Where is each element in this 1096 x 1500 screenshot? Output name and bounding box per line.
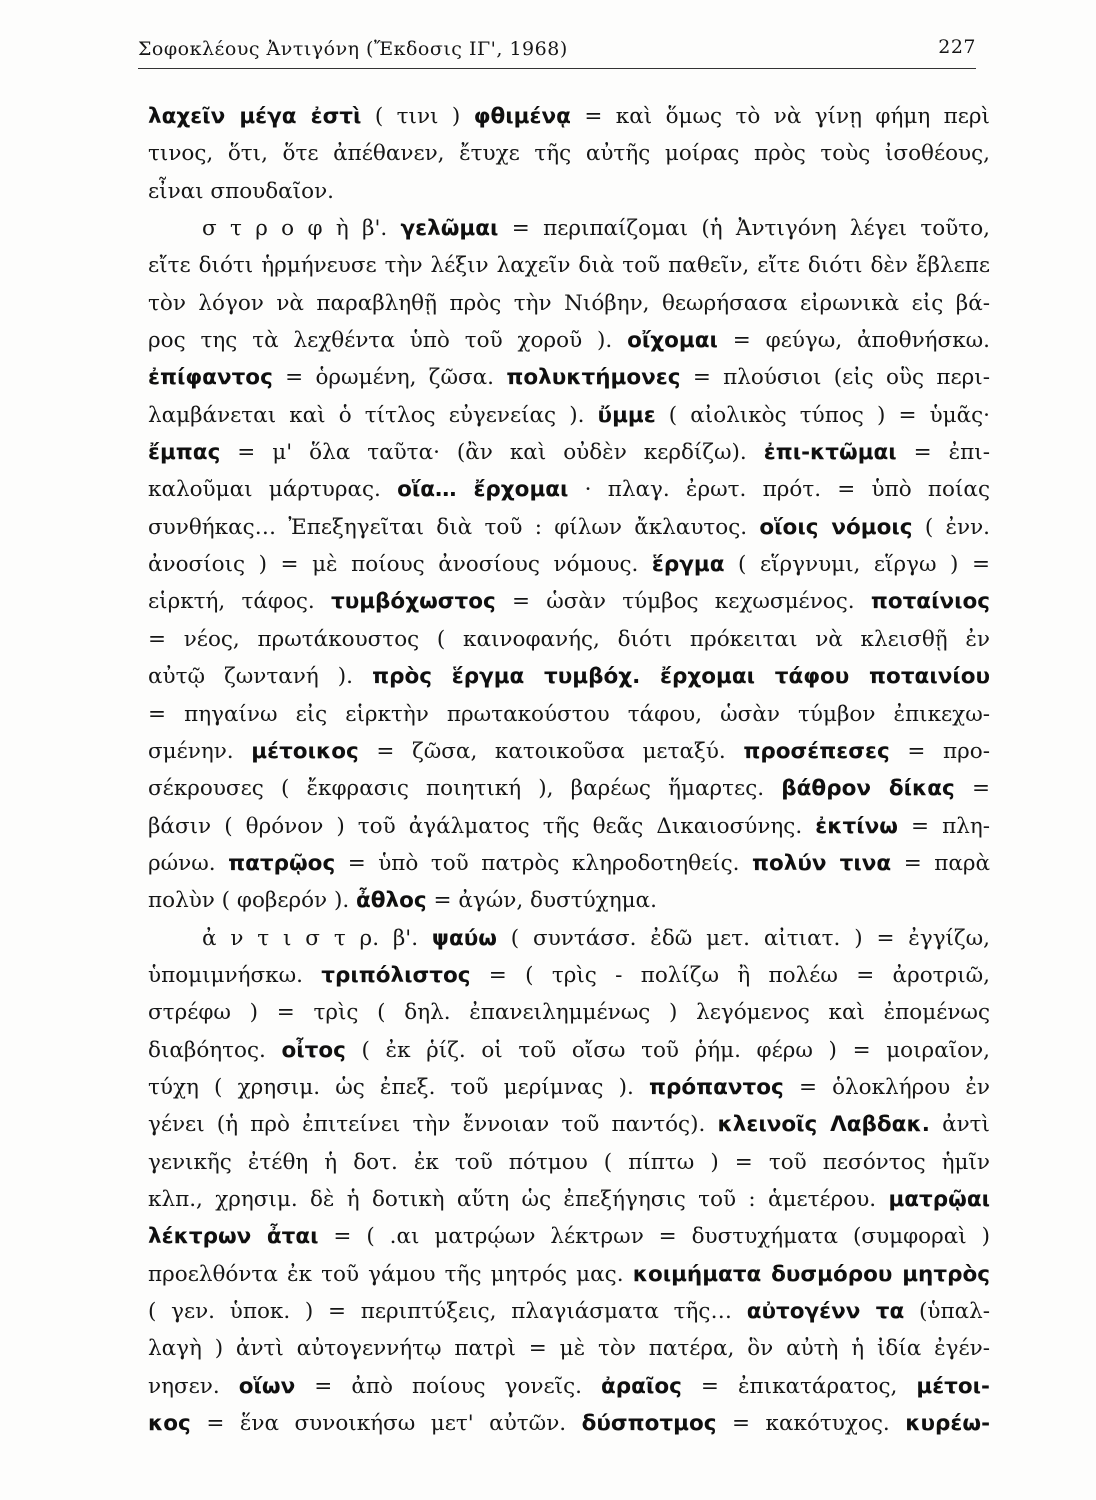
gloss-text: βάσιν ( θρόνον ) τοῦ ἀγάλματος τῆς θεᾶς Δικαιοσύνης. — [148, 813, 816, 839]
page-number: 227 — [938, 36, 976, 58]
text-line — [148, 397, 990, 434]
gloss-text: τύχη ( χρησιμ. ὡς ἐπεξ. τοῦ μερίμνας ). — [148, 1074, 649, 1100]
gloss-text: γενικῆς ἐτέθη ἡ δοτ. ἐκ τοῦ πότμου ( πίπτω ) = τοῦ πεσόντος ἡμῖν — [148, 1149, 990, 1175]
gloss-text: λαγὴ ) ἀντὶ αὐτογεννήτῳ πατρὶ = μὲ τὸν πατέρα, ὃν αὐτὴ ἡ ἰδία ἐγέν- — [148, 1336, 990, 1362]
headword: ἕργμα — [651, 552, 725, 578]
gloss-text: = καὶ ὅμως τὸ νὰ γίνῃ φήμη περὶ — [570, 104, 990, 129]
headword: κλεινοῖς Λαβδακ. — [717, 1112, 930, 1138]
gloss-text: ρος της τὰ λεχθέντα ὑπὸ τοῦ χοροῦ ). — [148, 328, 628, 354]
gloss-text: = πηγαίνω εἰς εἱρκτὴν πρωτακούστου τάφου, ὡσὰν τύμβον ἐπικεχω- — [148, 701, 990, 727]
text-line — [148, 1405, 990, 1442]
text-line — [148, 621, 990, 658]
text-line — [148, 1330, 990, 1367]
text-line — [148, 1293, 990, 1330]
gloss-text: εἴτε διότι ἡρμήνευσε τὴν λέξιν λαχεῖν διὰ τοῦ παθεῖν, εἴτε διότι δὲν ἔβλεπε — [148, 253, 990, 279]
text-line — [148, 359, 990, 396]
text-line — [148, 285, 990, 322]
gloss-text: ρώνω. — [148, 850, 229, 876]
text-line — [148, 210, 990, 247]
headword: μέτοικος — [251, 738, 359, 764]
headword: ὔμμε — [597, 402, 656, 428]
headword: ματρῷαι — [888, 1186, 990, 1212]
gloss-text: (ὑπαλ- — [904, 1299, 990, 1324]
headword: πολύν τινα — [751, 850, 892, 876]
running-header — [138, 34, 976, 69]
gloss-text: = ἕνα συνοικήσω μετ' αὐτῶν. — [190, 1411, 582, 1437]
text-line — [148, 173, 990, 210]
headword: κυρέω- — [905, 1411, 990, 1437]
headword: αὐτογένν τα — [746, 1299, 905, 1324]
headword: οἵα… ἔρχομαι — [397, 477, 569, 503]
headword: οἵοις νόμοις — [759, 514, 913, 540]
gloss-text: σ τ ρ ο φ ὴ β'. — [202, 216, 401, 242]
text-line — [148, 471, 990, 508]
text-line — [148, 583, 990, 620]
gloss-text: ( αἰολικὸς τύπος ) = ὑμᾶς· — [655, 402, 990, 428]
text-line — [148, 434, 990, 471]
gloss-text: = ὁρωμένη, ζῶσα. — [272, 365, 507, 391]
text-line — [148, 696, 990, 733]
gloss-text: σμένην. — [148, 738, 252, 764]
gloss-text: = ( .αι ματρῴων λέκτρων = δυστυχήματα (συμφοραὶ ) — [318, 1224, 990, 1250]
gloss-text: = νέος, πρωτάκουστος ( καινοφανής, διότι πρόκειται νὰ κλεισθῇ ἐν — [148, 626, 990, 652]
gloss-text: = ἐπικατάρατος, — [681, 1373, 917, 1399]
gloss-text: ἀνοσίοις ) = μὲ ποίους ἀνοσίους νόμους. — [148, 552, 652, 578]
text-line — [148, 882, 990, 919]
text-line — [148, 957, 990, 994]
gloss-text: ( γεν. ὑποκ. ) = περιπτύξεις, πλαγιάσματα τῆς… — [148, 1299, 747, 1324]
text-line — [148, 1218, 990, 1255]
text-line — [148, 1144, 990, 1181]
gloss-text: ἀ ν τ ι σ τ ρ. β'. — [202, 925, 432, 951]
headword: γελῶμαι — [400, 216, 499, 242]
gloss-text: = μ' ὅλα ταῦτα· (ἂν καὶ οὐδὲν κερδίζω). — [220, 440, 764, 466]
headword: πολυκτήμονες — [506, 365, 681, 391]
gloss-text: = ἐπι- — [896, 440, 990, 466]
headword: ἐκτίνω — [815, 813, 898, 839]
text-line — [148, 920, 990, 957]
headword: πατρῷος — [228, 850, 336, 876]
text-line — [148, 322, 990, 359]
text-line — [148, 733, 990, 770]
gloss-text: κλπ., χρησιμ. δὲ ἡ δοτικὴ αὕτη ὡς ἐπεξήγησις τοῦ : ἁμετέρου. — [148, 1186, 889, 1212]
headword: κοιμήματα δυσμόρου μητρὸς — [632, 1261, 990, 1287]
text-line — [148, 509, 990, 546]
text-line — [148, 135, 990, 172]
gloss-text: = — [954, 776, 990, 802]
running-title: Σοφοκλέους Ἀντιγόνη (Ἔκδοσις ΙΓ', 1968) — [138, 38, 568, 60]
gloss-text: εἶναι σπουδαῖον. — [148, 178, 334, 204]
gloss-text: στρέφω ) = τρὶς ( δηλ. ἐπανειλημμένως ) λεγόμενος καὶ ἐπομένως — [148, 1000, 990, 1026]
gloss-text: = πλούσιοι (εἰς οὓς περι- — [680, 365, 990, 391]
text-line — [148, 1368, 990, 1405]
headword: ποταίνιος — [870, 589, 990, 615]
headword: μέτοι- — [916, 1373, 990, 1399]
headword: τυμβόχωστος — [330, 589, 496, 615]
text-line — [148, 1069, 990, 1106]
gloss-text: = ὡσὰν τύμβος κεχωσμένος. — [495, 589, 871, 615]
headword: οἵων — [238, 1373, 296, 1399]
gloss-text: γένει (ἡ πρὸ ἐπιτείνει τὴν ἔννοιαν τοῦ παντός). — [148, 1112, 718, 1138]
gloss-text: προελθόντα ἐκ τοῦ γάμου τῆς μητρός μας. — [148, 1261, 633, 1287]
gloss-text: = κακότυχος. — [716, 1411, 906, 1437]
gloss-text: = ἀπὸ ποίους γονεῖς. — [295, 1373, 602, 1399]
gloss-text: · πλαγ. ἐρωτ. πρότ. = ὑπὸ ποίας — [568, 477, 990, 503]
gloss-text: ( τινι ) — [361, 104, 474, 129]
gloss-text: αὐτῷ ζωντανή ). — [148, 664, 373, 690]
gloss-text: = ὁλοκλήρου ἐν — [783, 1074, 990, 1100]
headword: λαχεῖν μέγα ἐστὶ — [148, 104, 362, 129]
headword: ἐπίφαντος — [148, 365, 273, 391]
gloss-text: καλοῦμαι μάρτυρας. — [148, 477, 398, 503]
gloss-text: τινος, ὅτι, ὅτε ἀπέθανεν, ἔτυχε τῆς αὐτῆς μοίρας πρὸς τοὺς ἰσοθέους, — [148, 141, 990, 167]
text-line — [148, 1032, 990, 1069]
headword: φθιμένᾳ — [473, 104, 571, 129]
gloss-text: = φεύγω, ἀποθνήσκω. — [717, 328, 990, 354]
headword: ἔμπας — [148, 440, 221, 466]
text-line — [148, 808, 990, 845]
text-line — [148, 1256, 990, 1293]
gloss-text: νησεν. — [148, 1373, 239, 1399]
gloss-text: = περιπαίζομαι (ἡ Ἀντιγόνη λέγει τοῦτο, — [498, 216, 990, 242]
gloss-text: διαβόητος. — [148, 1037, 282, 1063]
gloss-text: = ζῶσα, κατοικοῦσα μεταξύ. — [358, 738, 744, 764]
headword: δύσποτμος — [581, 1411, 717, 1437]
gloss-text: ὑπομιμνήσκω. — [148, 962, 322, 988]
headword: ἀραῖος — [601, 1373, 682, 1399]
headword: πρόπαντος — [648, 1074, 784, 1100]
gloss-text: = ( τρὶς - πολίζω ἢ πολέω = ἀροτριῶ, — [470, 962, 990, 988]
text-line — [148, 98, 990, 135]
headword: προσέπεσες — [743, 738, 890, 764]
gloss-text: ( ἐνν. — [912, 514, 990, 540]
gloss-text: τὸν λόγον νὰ παραβληθῇ πρὸς τὴν Νιόβην, θεωρήσασα εἰρωνικὰ εἰς βά- — [148, 290, 990, 316]
gloss-text: εἱρκτή, τάφος. — [148, 589, 331, 615]
gloss-text: = ἀγών, δυστύχημα. — [426, 888, 657, 914]
glossary-text — [148, 98, 990, 1442]
gloss-text: συνθήκας… Ἐπεξηγεῖται διὰ τοῦ : φίλων ἄκλαυτος. — [148, 514, 760, 540]
text-line — [148, 247, 990, 284]
headword: πρὸς ἕργμα τυμβόχ. ἔρχομαι τάφου ποταινίου — [372, 664, 990, 690]
text-line — [148, 845, 990, 882]
text-line — [148, 994, 990, 1031]
gloss-text: = πλη- — [897, 813, 990, 839]
headword: βάθρον δίκας — [781, 776, 955, 802]
gloss-text: ( ἐκ ῥίζ. οἱ τοῦ οἴσω τοῦ ῥήμ. φέρω ) = μοιραῖον, — [345, 1037, 990, 1063]
headword: οἴχομαι — [627, 328, 718, 354]
headword: ἐπι-κτῶμαι — [763, 440, 897, 466]
gloss-text: ( εἵργνυμι, εἵργω ) = — [724, 552, 990, 578]
gloss-text: λαμβάνεται καὶ ὁ τίτλος εὐγενείας ). — [148, 402, 598, 428]
gloss-text: = παρὰ — [891, 850, 990, 876]
headword: οἶτος — [281, 1037, 346, 1063]
headword: κος — [148, 1411, 191, 1437]
gloss-text: = ὑπὸ τοῦ πατρὸς κληροδοτηθείς. — [335, 850, 752, 876]
text-line — [148, 658, 990, 695]
headword: τριπόλιστος — [321, 962, 471, 988]
headword: λέκτρων ἆται — [148, 1224, 319, 1250]
text-line — [148, 1106, 990, 1143]
text-line — [148, 770, 990, 807]
headword: ψαύω — [431, 925, 497, 951]
gloss-text: σέκρουσες ( ἔκφρασις ποιητική ), βαρέως ἥμαρτες. — [148, 776, 782, 802]
text-line — [148, 546, 990, 583]
gloss-text: = προ- — [889, 738, 990, 764]
gloss-text: ( συντάσσ. ἐδῶ μετ. αἰτιατ. ) = ἐγγίζω, — [496, 925, 990, 951]
gloss-text: πολὺν ( φοβερόν ). — [148, 888, 357, 914]
headword: ἆθλος — [356, 888, 427, 914]
text-line — [148, 1181, 990, 1218]
gloss-text: ἀντὶ — [929, 1112, 990, 1138]
